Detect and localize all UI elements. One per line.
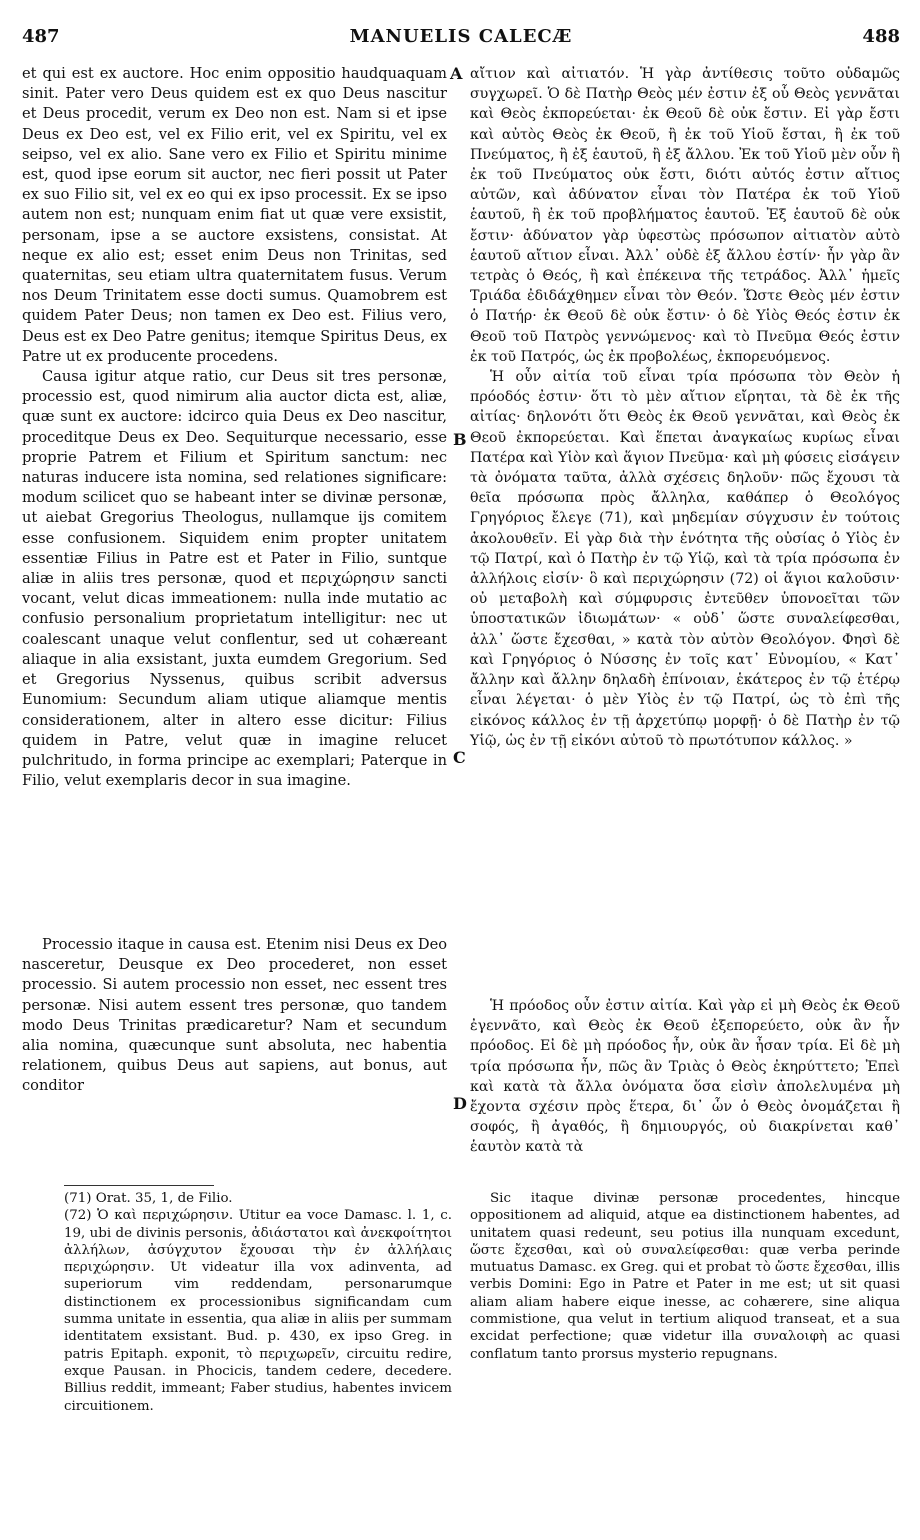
greek-column-bottom — [470, 996, 900, 1158]
latin-paragraph: et qui est ex auctore. Hoc enim oppositio haudquaquam sinit. Pater vero Deus quidem est ex quo Deus nascitur et Deus procedit, verum ex Deo non est. Nam si et ipse Deus ex Deo est, vel ex Filio erit, vel ex Spiritu, vel ex seipso, vel ex alio. Sane vero ex Filio et Spiritu minime est, quod ipse eorum sit auctor, nec fieri possit ut Pater ex suo Filio sit, vel ex eo qui ex ipso processit. Ex se ipso autem non est; nunquam enim fiat ut quæ vere exsistit, personam, ipse a se auctore exsistens, consistat. At neque ex alio est; esset enim Deus non Trinitas, sed quaternitas, seu etiam ultra quaternitatem fusus. Verum nos Deum Trinitatem esse docti sumus. Quamobrem est quidem Pater Deus; non tamen ex Deo est. Filius vero, Deus est ex Deo Patre genitus; itemque Spiritus Deus, ex Patre ut ex producente procedens. — [22, 65, 447, 365]
margin-marker-a: A — [450, 64, 463, 83]
latin-column-bottom — [22, 935, 447, 1097]
page-header — [22, 26, 900, 56]
margin-marker-b: B — [453, 430, 467, 449]
footnote: (72) Ὁ καὶ περιχώρησιν. Utitur ea voce Damasc. l. 1, c. 19, ubi de divinis personis, ἀδιάστατοι καὶ ἀνεκφοίτητοι ἀλλήλων, ἀσύγχυτον ἔχουσαι τὴν ἐν ἀλλήλαις περιχώρησιν. Ut videatur illa vox adinventa, ad superiorum vim reddendam, personarumque distinctionem ex processionibus significandam cum summa unitate in essentia, qua aliæ in aliis per summam identitatem exsistant. Bud. p. 430, ex ipso Greg. in patris Epitaph. exponit, τὸ περιχωρεῖν, circuitu redire, exque Pausan. in Phocicis, tandem cedere, decedere. Billius reddit, immeant; Faber studius, habentes invicem circuitionem. — [64, 1208, 452, 1414]
page-number-left: 487 — [22, 26, 60, 47]
greek-paragraph: Ἡ πρόοδος οὖν ἐστιν αἰτία. Καὶ γὰρ εἰ μὴ Θεὸς ἐκ Θεοῦ ἐγεννᾶτο, καὶ Θεὸς ἐκ Θεοῦ ἐξεπορεύετο, οὐκ ἂν ἦν πρόοδος. Εἰ δὲ μὴ πρόοδος ἦν, οὐκ ἂν ἦσαν τρία. Εἰ δὲ μὴ τρία πρόσωπα ἦν, πῶς ἂν Τριὰς ὁ Θεὸς ἐκηρύττετο; Ἐπεὶ καὶ κατὰ τὰ ἄλλα ὀνόματα ὅσα εἰσὶν ἀπολελυμένα μὴ ἔχοντα σχέσιν πρὸς ἕτερα, δι᾽ ὧν ὁ Θεὸς ὀνομάζεται ἢ σοφός, ἢ ἀγαθός, ἢ δημιουργός, οὐ διακρίνεται καθ᾽ ἑαυτὸν κατὰ τὰ — [470, 998, 900, 1156]
greek-column-top — [470, 64, 900, 751]
greek-paragraph: αἴτιον καὶ αἰτιατόν. Ἡ γὰρ ἀντίθεσις τοῦτο οὐδαμῶς συγχωρεῖ. Ὁ δὲ Πατὴρ Θεὸς μέν ἐστιν ἐξ οὗ Θεὸς γεννᾶται καὶ Θεὸς ἐκπορεύεται· ἐκ Θεοῦ δὲ οὐκ ἔστιν. Εἰ γὰρ ἔστι καὶ αὐτὸς Θεὸς ἐκ Θεοῦ, ἢ ἐκ τοῦ Υἱοῦ ἔσται, ἢ ἐκ τοῦ Πνεύματος, ἢ ἐξ ἑαυτοῦ, ἢ ἐξ ἄλλου. Ἐκ τοῦ Υἱοῦ μὲν οὖν ἢ ἐκ τοῦ Πνεύματος οὐκ ἔστι, διότι αὐτός ἐστιν αἴτιος αὐτῶν, καὶ ἀδύνατον εἶναι τὸν Πατέρα ἐκ τοῦ Υἱοῦ ἑαυτοῦ, ἢ ἐκ τοῦ προβλήματος ἑαυτοῦ. Ἐξ ἑαυτοῦ δὲ οὐκ ἔστιν· ἀδύνατον γὰρ ὑφεστὼς πρόσωπον αἰτιατὸν αὐτὸ ἑαυτοῦ αἴτιον εἶναι. Ἀλλ᾽ οὐδὲ ἐξ ἄλλου ἐστίν· ἦν γὰρ ἂν τετρὰς ὁ Θεός, ἢ καὶ ἐπέκεινα τῆς τετράδος. Ἀλλ᾽ ἡμεῖς Τριάδα ἐδιδάχθημεν εἶναι τὸν Θεόν. Ὥστε Θεὸς μέν ἐστιν ὁ Πατήρ· ἐκ Θεοῦ δὲ οὐκ ἔστιν· ὁ δὲ Υἱὸς Θεός ἐστιν ἐκ Θεοῦ τοῦ Πατρὸς γεννώμενος· καὶ τὸ Πνεῦμα Θεός ἐστιν ἐκ τοῦ Πατρός, ὡς ἐκ προβολέως, ἐκπορευόμενος. — [470, 66, 900, 365]
latin-paragraph: Causa igitur atque ratio, cur Deus sit tres personæ, processio est, quod nimirum alia auctor dicta est, aliæ, quæ sunt ex auctore: idcirco quia Deus ex Deo nascitur, proceditque Deus ex Deo. Sequiturque necessario, esse proprie Patrem et Filium et Spiritum sanctum: nec naturas inducere ista nomina, sed relationes significare: modum scilicet quo se habeant inter se divinæ personæ, ut aiebat Gregorius Theologus, nullamque ijs comitem esse confusionem. Siquidem enim propter unitatem essentiæ Filius in Patre est et Pater in Filio, suntque aliæ in aliis tres personæ, quod et περιχώρησιν sancti vocant, velut dicas immeationem: nulla inde mutatio ac confusio personalium proprietatum intelligitur: nec ut coalescant unaque velut conflentur, sed ut cohæreant aliaque in alia exsistant, juxta eumdem Gregorium. Sed et Gregorius Nyssenus, quibus scribit adversus Eunomium: Secundum aliam utique aliamque mentis considerationem, alter in altero esse dicitur: Filius quidem in Patre, velut quæ in imagine relucet pulchritudo, in forma principe ac exemplari; Paterque in Filio, velut exemplaris decor in sua imagine. — [22, 368, 447, 790]
greek-paragraph: Ἡ οὖν αἰτία τοῦ εἶναι τρία πρόσωπα τὸν Θεὸν ἡ πρόοδός ἐστιν· ὅτι τὸ μὲν αἴτιον εἴρηται, τὰ δὲ ἐκ τῆς αἰτίας· δηλονότι ὅτι Θεὸς ἐκ Θεοῦ γεννᾶται, καὶ Θεὸς ἐκ Θεοῦ ἐκπορεύεται. Καὶ ἕπεται ἀναγκαίως κυρίως εἶναι Πατέρα καὶ Υἱὸν καὶ ἅγιον Πνεῦμα· καὶ μὴ φύσεις εἰσάγειν τὰ ὀνόματα ταῦτα, ἀλλὰ σχέσεις δηλοῦν· πῶς ἔχουσι τὰ θεῖα πρόσωπα πρὸς ἄλληλα, καθάπερ ὁ Θεολόγος Γρηγόριος ἔλεγε (71), καὶ μηδεμίαν σύγχυσιν ἐν τούτοις ἀκολουθεῖν. Εἰ γὰρ διὰ τὴν ἑνότητα τῆς οὐσίας ὁ Υἱὸς ἐν τῷ Πατρί, καὶ ὁ Πατὴρ ἐν τῷ Υἱῷ, καὶ τὰ τρία πρόσωπα ἐν ἀλλήλοις εἰσίν· ὃ καὶ περιχώρησιν (72) οἱ ἅγιοι καλοῦσιν· οὐ μεταβολὴ καὶ σύμφυρσις ἐντεῦθεν ὑπονοεῖται τῶν ὑποστατικῶν ἰδιωμάτων· « οὐδ᾽ ὥστε συναλείφεσθαι, ἀλλ᾽ ὥστε ἔχεσθαι, » κατὰ τὸν αὐτὸν Θεολόγον. Φησὶ δὲ καὶ Γρηγόριος ὁ Νύσσης ἐν τοῖς κατ᾽ Εὐνομίου, « Κατ᾽ ἄλλην καὶ ἄλλην δηλαδὴ ἐπίνοιαν, ἑκάτερος ἐν τῷ ἑτέρῳ εἶναι λέγεται· ὁ μὲν Υἱὸς ἐν τῷ Πατρί, ὡς τὸ ἐπὶ τῆς εἰκόνος κάλλος ἐν τῇ ἀρχετύπῳ μορφῇ· ὁ δὲ Πατὴρ ἐν τῷ Υἱῷ, ὡς ἐν τῇ εἰκόνι αὐτοῦ τὸ πρωτότυπον κάλλος. » — [470, 369, 900, 749]
footnote: (71) Orat. 35, 1, de Filio. — [64, 1191, 233, 1206]
latin-paragraph: Processio itaque in causa est. Etenim nisi Deus ex Deo nasceretur, Deusque ex Deo procederet, non esset processio. Si autem processio non esset, nec essent tres personæ. Nisi autem essent tres personæ, quo tandem modo Deus Trinitas prædicaretur? Nam et secundum alia nomina, quæcunque sunt absoluta, nec habentia relationem, quibus Deus aut sapiens, aut bonus, aut conditor — [22, 936, 447, 1095]
page-number-right: 488 — [862, 26, 900, 47]
running-title: MANUELIS CALECÆ — [349, 26, 573, 47]
footnote-rule — [64, 1185, 214, 1186]
footnote-continuation — [470, 1190, 900, 1363]
margin-marker-d: D — [453, 1094, 467, 1113]
footnote-continued-text: Sic itaque divinæ personæ procedentes, hincque oppositionem ad aliquid, atque ea distinctionem habentes, ad unitatem quasi redeunt, seu potius illa nunquam excedunt, ὥστε ἔχεσθαι, καὶ οὐ συναλείφεσθαι: quæ verba perinde mutuatus Damasc. ex Greg. qui et probat τὸ ὥστε ἔχεσθαι, illis verbis Domini: Ego in Patre et Pater in me est; ut sit quasi aliam aliam habere eique inesse, ac cohærere, sine aliqua commistione, qua velut in tertium aliquod transeat, et a sua excidat perfectione; quæ videtur illa συναλοιφὴ ac quasi conflatum tanto prorsus mysterio repugnans. — [470, 1191, 900, 1362]
latin-column-top — [22, 64, 447, 791]
footnotes — [64, 1190, 452, 1415]
margin-marker-c: C — [453, 748, 466, 767]
